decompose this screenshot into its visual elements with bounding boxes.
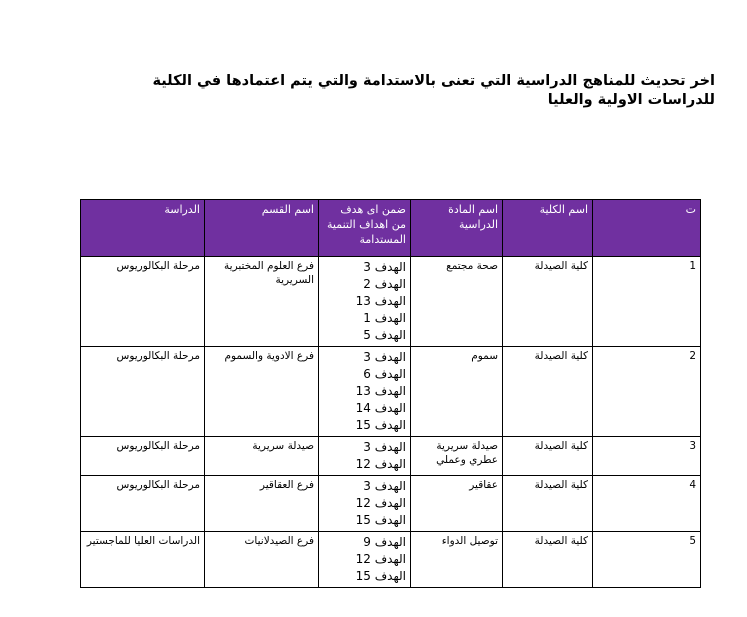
header-study: الدراسة [81,200,205,257]
row-college: كلية الصيدلة [503,476,593,532]
table-row [81,257,701,347]
goal-item: الهدف 13 [355,384,406,398]
header-subject: اسم المادة الدراسية [411,200,503,257]
goal-item: الهدف 3 [363,260,406,274]
row-study: مرحلة البكالوريوس [81,257,205,347]
row-department: فرع الادوية والسموم [205,347,319,437]
table-row [81,437,701,476]
header-index: ت [593,200,701,257]
header-goals: ضمن اى هدف من اهداف التنمية المستدامة [319,200,411,257]
goal-item: الهدف 3 [363,350,406,364]
curriculum-table [80,199,701,588]
row-study: مرحلة البكالوريوس [81,476,205,532]
row-subject: صحة مجتمع [411,257,503,347]
row-college: كلية الصيدلة [503,532,593,588]
table-row [81,532,701,588]
goal-item: الهدف 5 [363,328,406,342]
goal-item: الهدف 2 [363,277,406,291]
table-header-row [81,200,701,257]
row-goals [319,437,411,476]
goal-item: الهدف 13 [355,294,406,308]
goal-item: الهدف 15 [355,513,406,527]
row-study: الدراسات العليا للماجستير [81,532,205,588]
row-goals [319,476,411,532]
row-college: كلية الصيدلة [503,437,593,476]
row-goals [319,257,411,347]
row-subject: صيدلة سريرية عطري وعملي [411,437,503,476]
goal-item: الهدف 12 [355,496,406,510]
row-department: فرع الصيدلانيات [205,532,319,588]
row-index: 5 [593,532,701,588]
row-subject: توصيل الدواء [411,532,503,588]
table-row [81,347,701,437]
goal-item: الهدف 9 [363,535,406,549]
row-subject: عقاقير [411,476,503,532]
row-index: 4 [593,476,701,532]
row-subject: سموم [411,347,503,437]
row-department: صيدلة سريرية [205,437,319,476]
goal-item: الهدف 12 [355,457,406,471]
document-title: اخر تحديث للمناهج الدراسية التي تعنى بالاستدامة والتي يتم اعتمادها في الكلية للدراسات الاولية والعليا [152,73,715,108]
table-row [81,476,701,532]
row-study: مرحلة البكالوريوس [81,347,205,437]
goal-item: الهدف 3 [363,440,406,454]
header-department: اسم القسم [205,200,319,257]
goal-item: الهدف 3 [363,479,406,493]
goal-item: الهدف 12 [355,552,406,566]
row-department: فرع العقاقير [205,476,319,532]
header-college: اسم الكلية [503,200,593,257]
row-goals [319,532,411,588]
goal-item: الهدف 6 [363,367,406,381]
goal-item: الهدف 15 [355,569,406,583]
goal-item: الهدف 1 [363,311,406,325]
row-index: 1 [593,257,701,347]
goal-item: الهدف 14 [355,401,406,415]
row-goals [319,347,411,437]
row-college: كلية الصيدلة [503,257,593,347]
row-study: مرحلة البكالوريوس [81,437,205,476]
row-college: كلية الصيدلة [503,347,593,437]
goal-item: الهدف 15 [355,418,406,432]
row-index: 2 [593,347,701,437]
row-department: فرع العلوم المختبرية السريرية [205,257,319,347]
row-index: 3 [593,437,701,476]
